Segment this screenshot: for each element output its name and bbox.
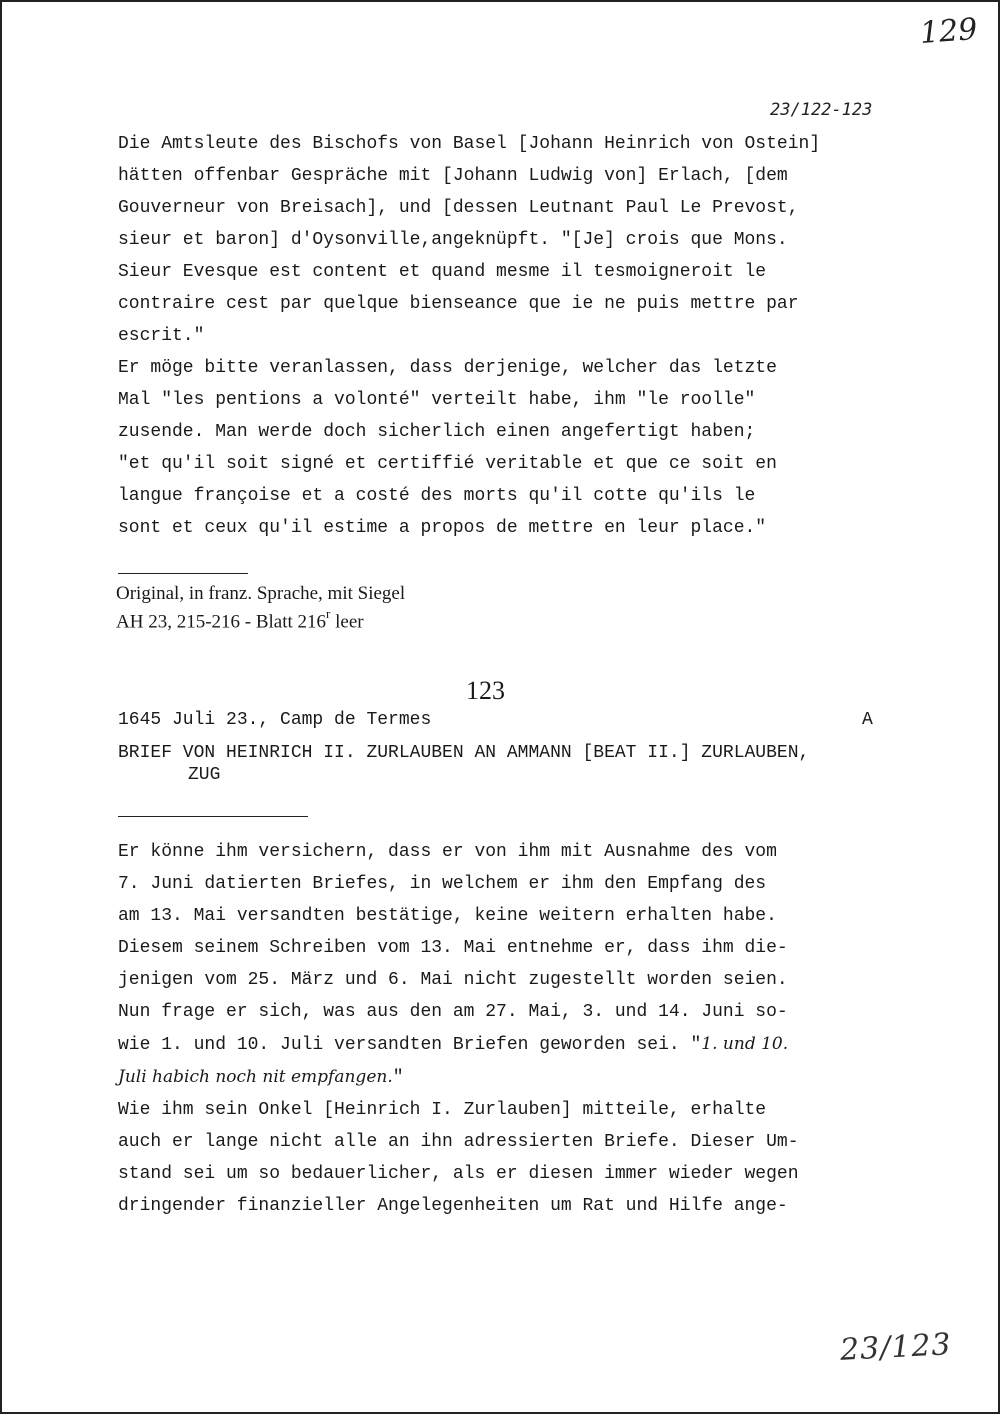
text-line: escrit." xyxy=(118,326,205,346)
text-line: am 13. Mai versandten bestätige, keine weitern erhalten habe. xyxy=(118,906,777,926)
text-line: auch er lange nicht alle an ihn adressierten Briefe. Dieser Um- xyxy=(118,1132,799,1152)
source-citation-end: leer xyxy=(330,611,364,633)
document-number: 123 xyxy=(466,676,505,705)
letter-heading xyxy=(118,742,908,786)
text-line: stand sei um so bedauerlicher, als er diesen immer wieder wegen xyxy=(118,1164,799,1184)
paragraph-2 xyxy=(118,836,908,1222)
handwritten-folio-number: 129 xyxy=(918,12,979,51)
heading-line-1: BRIEF VON HEINRICH II. ZURLAUBEN AN AMMANN [BEAT II.] ZURLAUBEN, xyxy=(118,743,810,763)
text-line: "et qu'il soit signé et certiffié veritable et que ce soit en xyxy=(118,454,777,474)
text-line: zusende. Man werde doch sicherlich einen angefertigt haben; xyxy=(118,422,756,442)
text-line: Sieur Evesque est content et quand mesme il tesmoigneroit le xyxy=(118,262,767,282)
reference-top: 23/122-123 xyxy=(770,100,873,120)
text-line: sieur et baron] d'Oysonville,angeknüpft. "[Je] crois que Mons. xyxy=(118,230,788,250)
text-line: 7. Juni datierten Briefes, in welchem er ihm den Empfang des xyxy=(118,874,767,894)
text-line: Wie ihm sein Onkel [Heinrich I. Zurlauben] mitteile, erhalte xyxy=(118,1100,767,1120)
date-place-line xyxy=(118,710,878,730)
text-line xyxy=(118,1061,908,1094)
text-line: dringender finanzieller Angelegenheiten um Rat und Hilfe ange- xyxy=(118,1196,788,1216)
recto-mark: r xyxy=(326,606,331,621)
quoted-handwriting: 1. und 10. xyxy=(701,1034,789,1054)
divider-rule xyxy=(118,816,308,817)
text-line: jenigen vom 25. März und 6. Mai nicht zugestellt worden seien. xyxy=(118,970,788,990)
text-line xyxy=(118,1028,908,1061)
heading-line-2: ZUG xyxy=(188,765,221,785)
text-line: sont et ceux qu'il estime a propos de mettre en leur place." xyxy=(118,518,767,538)
text-line: Die Amtsleute des Bischofs von Basel [Johann Heinrich von Ostein] xyxy=(118,134,821,154)
source-citation: AH 23, 215-216 - Blatt 216 xyxy=(116,611,327,633)
handwritten-reference-bottom: 23/123 xyxy=(839,1327,953,1368)
text-line: Er möge bitte veranlassen, dass derjenige, welcher das letzte xyxy=(118,358,777,378)
quoted-handwriting: Juli habich noch nit empfangen. xyxy=(118,1067,393,1087)
text-line: Nun frage er sich, was aus den am 27. Mai, 3. und 14. Juni so- xyxy=(118,1002,788,1022)
text-line: hätten offenbar Gespräche mit [Johann Ludwig von] Erlach, [dem xyxy=(118,166,788,186)
document-type: A xyxy=(862,710,873,730)
scan-border-top xyxy=(0,0,1000,2)
closing-quote: " xyxy=(392,1068,404,1088)
text-line: Er könne ihm versichern, dass er von ihm mit Ausnahme des vom xyxy=(118,842,777,862)
text-line: contraire cest par quelque bienseance que ie ne puis mettre par xyxy=(118,294,799,314)
text-line: langue françoise et a costé des morts qu'il cotte qu'ils le xyxy=(118,486,756,506)
divider-rule xyxy=(118,573,248,574)
text-line: Diesem seinem Schreiben vom 13. Mai entnehme er, dass ihm die- xyxy=(118,938,788,958)
scan-border-left xyxy=(0,0,2,1414)
source-line-2 xyxy=(116,605,405,633)
text-line: Mal "les pentions a volonté" verteilt habe, ihm "le roolle" xyxy=(118,390,756,410)
source-note xyxy=(116,583,405,633)
source-line-1: Original, in franz. Sprache, mit Siegel xyxy=(116,583,406,604)
text-line: Gouverneur von Breisach], und [dessen Leutnant Paul Le Prevost, xyxy=(118,198,799,218)
text-line-start: wie 1. und 10. Juli versandten Briefen geworden sei. " xyxy=(118,1035,702,1055)
date-place: 1645 Juli 23., Camp de Termes xyxy=(118,710,432,730)
paragraph-1 xyxy=(118,128,908,544)
